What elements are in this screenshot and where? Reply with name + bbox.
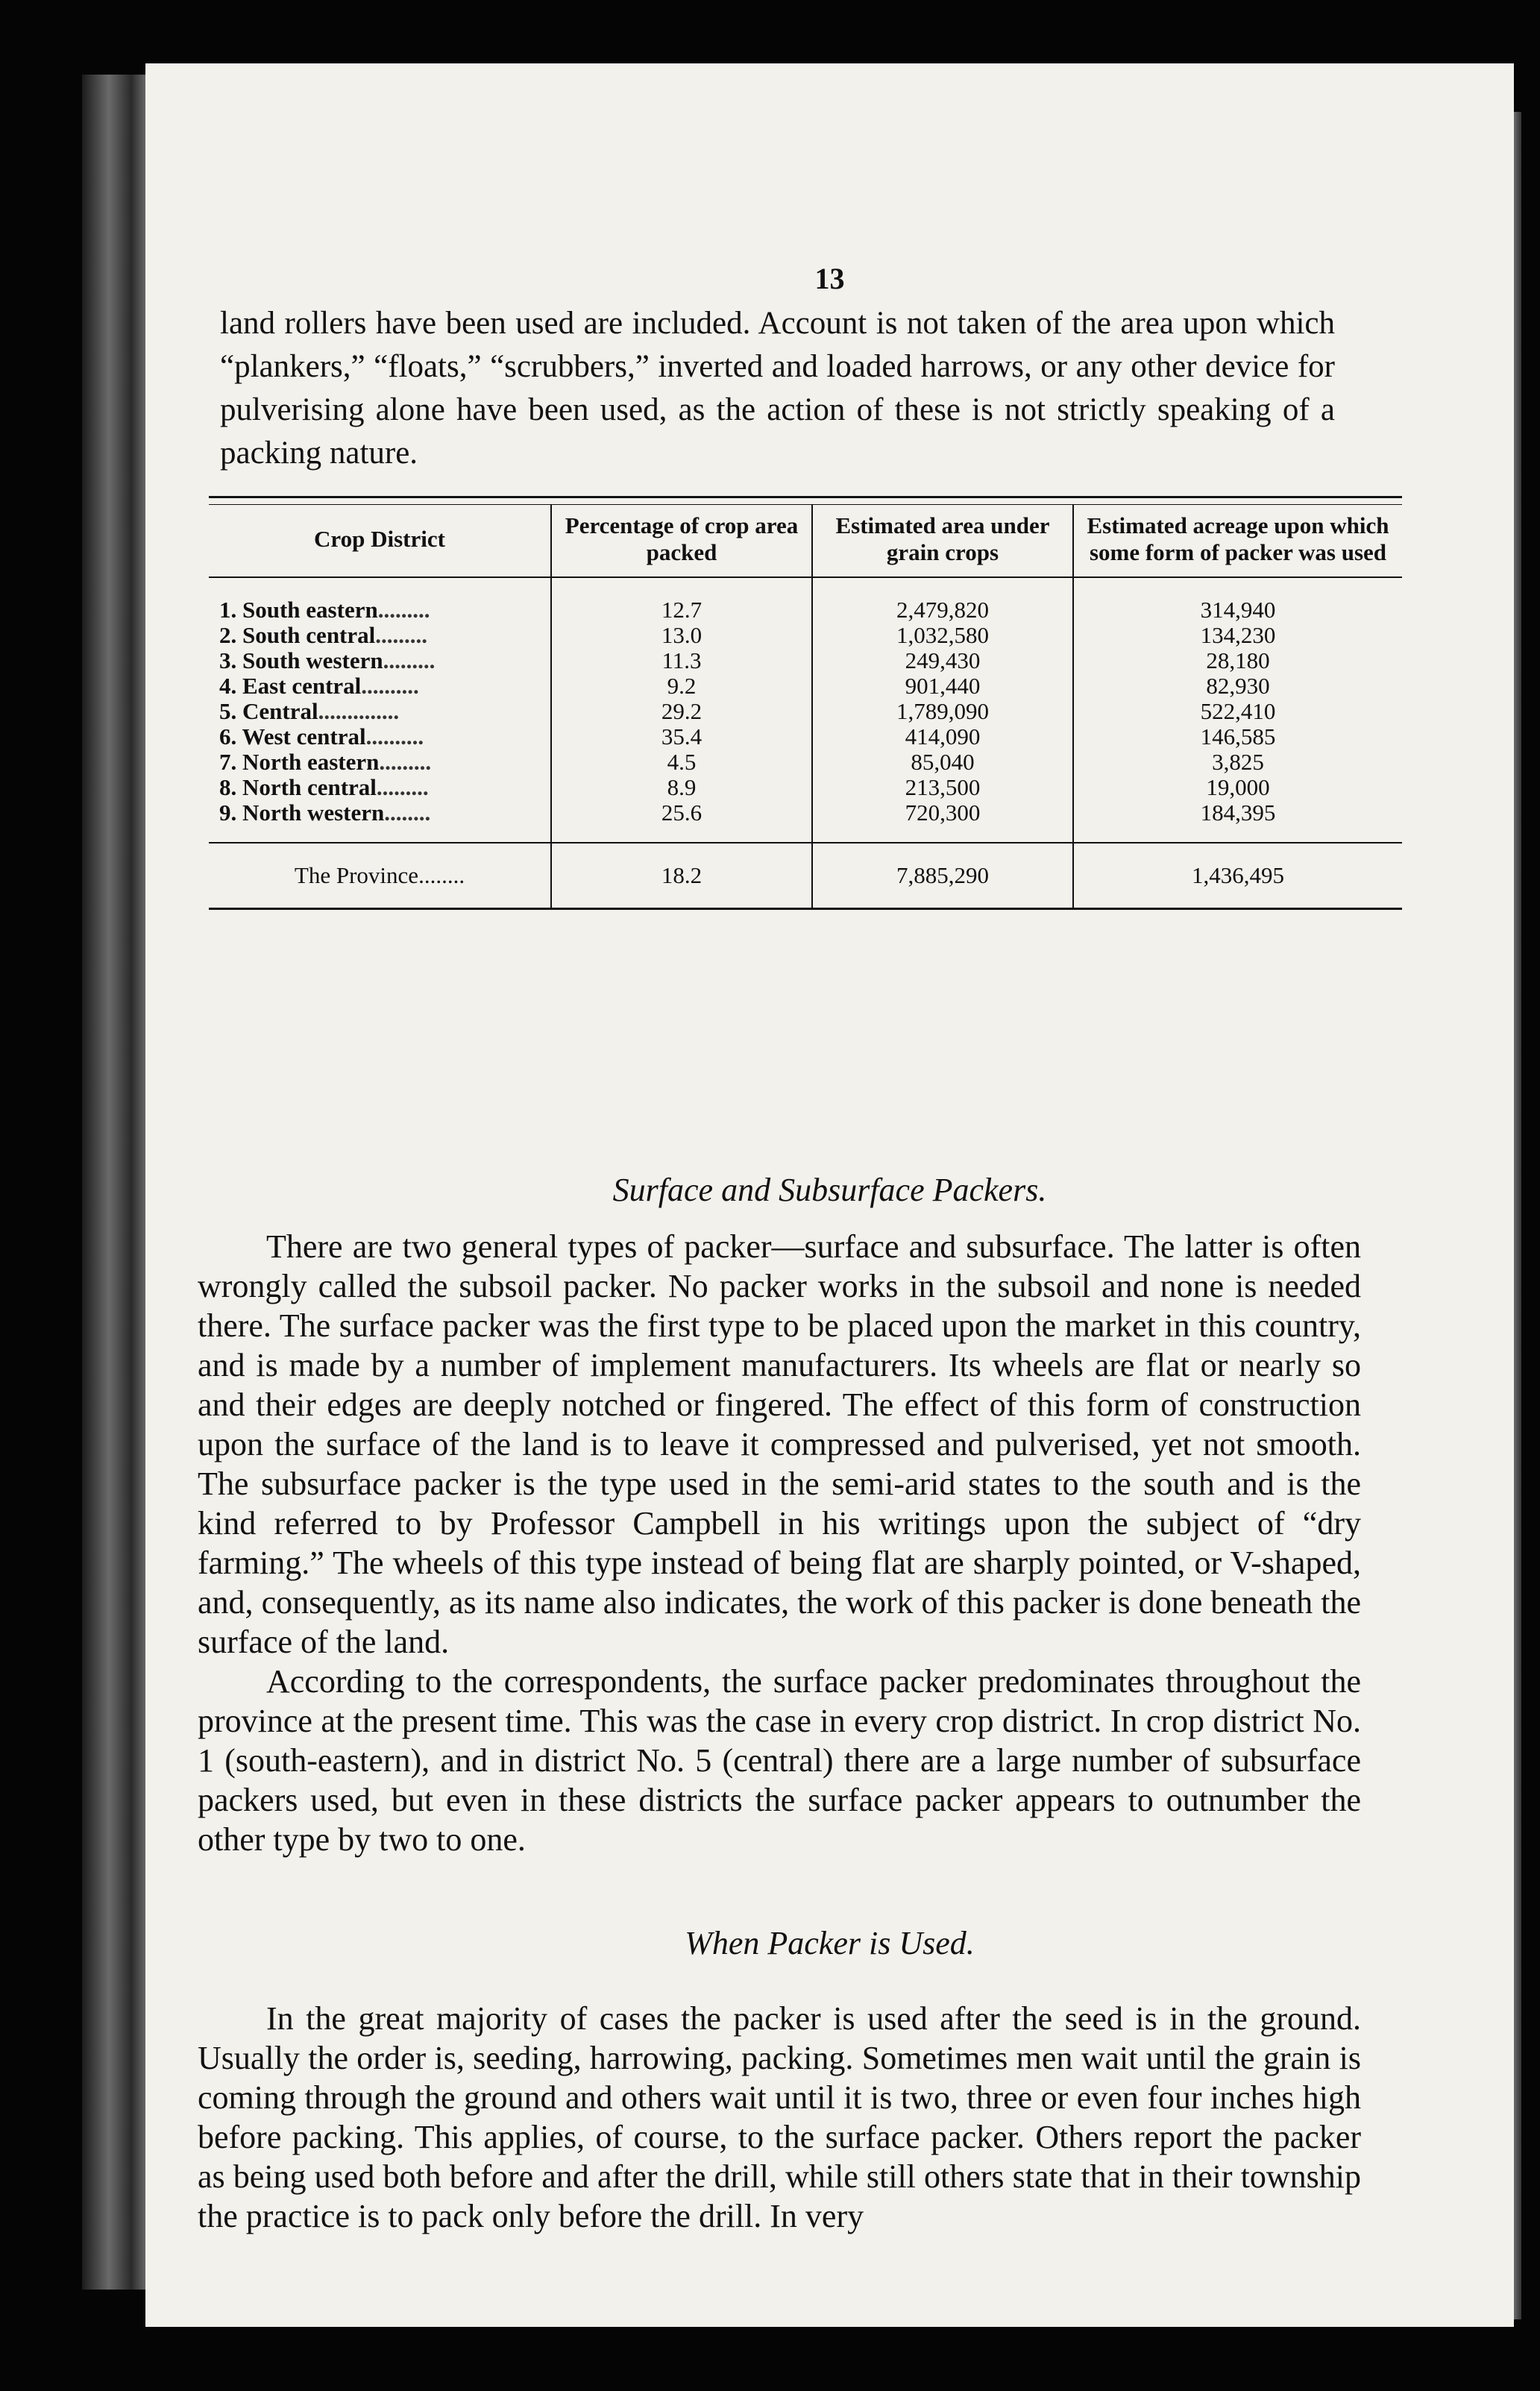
- section-heading-surface-packers: Surface and Subsurface Packers.: [612, 1172, 1047, 1208]
- data-table: [209, 505, 1402, 908]
- header-estimated-area: Estimated area under grain crops: [812, 505, 1073, 577]
- percentage-value: 29.2: [661, 699, 703, 724]
- table-bottom-rule: [209, 908, 1402, 910]
- district-name: 3. South western.........: [219, 648, 436, 673]
- total-percentage: 18.2: [551, 843, 812, 908]
- acreage-value: 314,940: [1200, 597, 1276, 623]
- area-column: [812, 577, 1073, 843]
- acreage-value: 134,230: [1200, 623, 1276, 648]
- percentage-value: 8.9: [667, 775, 697, 800]
- area-value: 1,032,580: [896, 623, 989, 648]
- district-name: 1. South eastern.........: [219, 597, 430, 623]
- area-value: 414,090: [905, 724, 981, 750]
- book-page: [145, 63, 1514, 2327]
- acreage-value: 28,180: [1206, 648, 1270, 673]
- intro-text: land rollers have been used are included. Account is not taken of the area upon which “plankers,” “floats,” “scrubbers,” inverted and loaded harrows, or any other device for pulverising alone have been used, as the action of these is not strictly speaking of a packing nature.: [220, 306, 1335, 471]
- district-name: 2. South central.........: [219, 623, 427, 648]
- area-value: 1,789,090: [896, 699, 989, 724]
- page-number: 13: [814, 262, 845, 295]
- percentage-value: 35.4: [661, 724, 703, 750]
- acreage-value: 3,825: [1212, 750, 1264, 775]
- header-percentage: Percentage of crop area packed: [551, 505, 812, 577]
- intro-paragraph: [220, 302, 1335, 475]
- table-top-rule: [209, 496, 1402, 505]
- percentage-value: 11.3: [661, 648, 702, 673]
- paragraph: There are two general types of packer—surface and subsurface. The latter is often wrongly called the subsoil packer. No packer works in the subsoil and none is needed there. The surface packer was the first type to be placed upon the market in this country, and is made by a number of implement manufacturers. Its wheels are flat or nearly so and their edges are deeply notched or fingered. The effect of this form of construction upon the surface of the land is to leave it compressed and pulverised, yet not smooth. The subsurface packer is the type used in the semi-arid states to the south and is the kind referred to by Professor Campbell in his writings upon the subject of “dry farming.” The wheels of this type instead of being flat are sharply pointed, or V-shaped, and, consequently, as its name also indicates, the work of this packer is done beneath the surface of the land.: [198, 1228, 1361, 1660]
- district-column: [209, 577, 551, 843]
- section-body-when-packer-used: [198, 1999, 1361, 2236]
- table-header-row: [209, 505, 1402, 577]
- total-area: 7,885,290: [812, 843, 1073, 908]
- acreage-value: 184,395: [1200, 800, 1276, 826]
- acreage-value: 82,930: [1206, 673, 1270, 699]
- header-crop-district: Crop District: [209, 505, 551, 577]
- percentage-value: 4.5: [667, 750, 697, 775]
- district-name: 5. Central..............: [219, 699, 400, 724]
- area-value: 85,040: [911, 750, 975, 775]
- percentage-column: [551, 577, 812, 843]
- paragraph: According to the correspondents, the surface packer predominates throughout the province at the present time. This was the case in every crop district. In crop district No. 1 (south-eastern), and in district No. 5 (central) there are a large number of subsurface packers used, but even in these districts the surface packer appears to outnumber the other type by two to one.: [198, 1663, 1361, 1858]
- acreage-value: 522,410: [1200, 699, 1276, 724]
- district-name: 7. North eastern.........: [219, 750, 432, 775]
- section-body-surface-packers: [198, 1227, 1361, 1859]
- acreage-value: 146,585: [1200, 724, 1276, 750]
- paragraph: In the great majority of cases the packer is used after the seed is in the ground. Usually the order is, seeding, harrowing, packing. Sometimes men wait until the grain is coming through the ground and others wait until it is two, three or even four inches high before packing. This applies, of course, to the surface packer. Others report the packer as being used both before and after the drill, while still others state that in their township the practice is to pack only before the drill. In very: [198, 2000, 1361, 2234]
- section-heading-when-packer-used: When Packer is Used.: [685, 1925, 975, 1961]
- percentage-value: 13.0: [661, 623, 703, 648]
- percentage-value: 9.2: [667, 673, 697, 699]
- acreage-column: [1073, 577, 1402, 843]
- total-acreage: 1,436,495: [1073, 843, 1402, 908]
- acreage-value: 19,000: [1206, 775, 1270, 800]
- district-name: 4. East central..........: [219, 673, 419, 699]
- percentage-value: 12.7: [661, 597, 703, 623]
- header-estimated-acreage: Estimated acreage upon which some form of packer was used: [1073, 505, 1402, 577]
- area-value: 720,300: [905, 800, 981, 826]
- total-district: The Province........: [209, 843, 551, 908]
- table-total-row: [209, 843, 1402, 908]
- area-value: 213,500: [905, 775, 981, 800]
- district-name: 9. North western........: [219, 800, 431, 826]
- area-value: 249,430: [905, 648, 981, 673]
- district-name: 8. North central.........: [219, 775, 429, 800]
- area-value: 2,479,820: [896, 597, 989, 623]
- area-value: 901,440: [905, 673, 981, 699]
- table-body-row: [209, 577, 1402, 843]
- packing-table: [209, 496, 1402, 910]
- district-name: 6. West central..........: [219, 724, 424, 750]
- percentage-value: 25.6: [661, 800, 703, 826]
